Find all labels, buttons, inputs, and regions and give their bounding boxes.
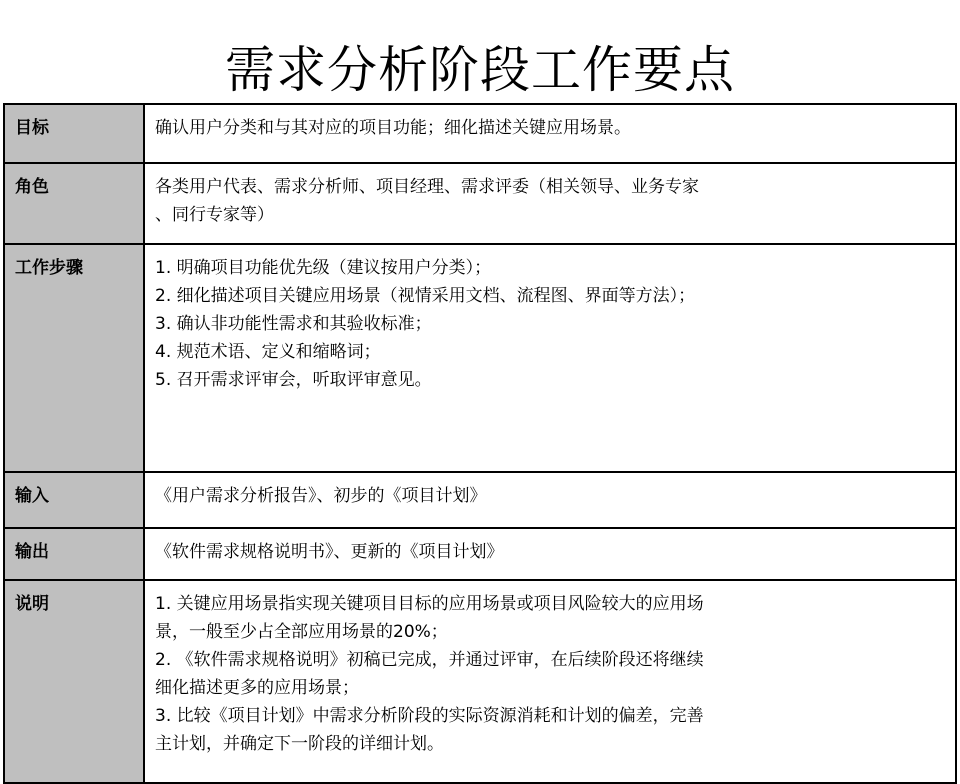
row-label: 输入 [4, 472, 144, 528]
row-note [4, 580, 956, 783]
row-label: 说明 [4, 580, 144, 783]
row-content [144, 244, 956, 472]
row-output [4, 528, 956, 580]
content-line: 《用户需求分析报告》、初步的《项目计划》 [155, 486, 487, 506]
row-content [144, 472, 956, 528]
content-line: 1. 关键应用场景指实现关键项目目标的应用场景或项目风险较大的应用场 [155, 594, 704, 614]
row-label: 工作步骤 [4, 244, 144, 472]
content-line: 5. 召开需求评审会，听取评审意见。 [155, 370, 432, 390]
row-goal [4, 104, 956, 163]
work-points-table [3, 103, 957, 784]
content-line: 《软件需求规格说明书》、更新的《项目计划》 [155, 542, 504, 562]
row-content [144, 104, 956, 163]
content-line: 3. 确认非功能性需求和其验收标准； [155, 314, 432, 334]
content-line: 2. 《软件需求规格说明》初稿已完成，并通过评审，在后续阶段还将继续 [155, 650, 704, 670]
content-line: 2. 细化描述项目关键应用场景（视情采用文档、流程图、界面等方法）； [155, 286, 696, 306]
content-line: 确认用户分类和与其对应的项目功能；细化描述关键应用场景。 [155, 118, 631, 138]
row-label: 角色 [4, 163, 144, 244]
page-title: 需求分析阶段工作要点 [225, 41, 735, 99]
row-content [144, 163, 956, 244]
row-label: 输出 [4, 528, 144, 580]
content-line: 1. 明确项目功能优先级（建议按用户分类）； [155, 258, 492, 278]
content-line: 3. 比较《项目计划》中需求分析阶段的实际资源消耗和计划的偏差，完善 [155, 706, 704, 726]
content-line: 细化描述更多的应用场景； [155, 678, 359, 698]
row-steps [4, 244, 956, 472]
content-line: 景，一般至少占全部应用场景的20%； [155, 622, 448, 642]
content-line: 、同行专家等） [155, 205, 274, 225]
content-line: 4. 规范术语、定义和缩略词； [155, 342, 381, 362]
row-content [144, 528, 956, 580]
content-line: 主计划，并确定下一阶段的详细计划。 [155, 734, 444, 754]
content-line: 各类用户代表、需求分析师、项目经理、需求评委（相关领导、业务专家 [155, 177, 699, 197]
row-role [4, 163, 956, 244]
row-content [144, 580, 956, 783]
row-label: 目标 [4, 104, 144, 163]
row-input [4, 472, 956, 528]
